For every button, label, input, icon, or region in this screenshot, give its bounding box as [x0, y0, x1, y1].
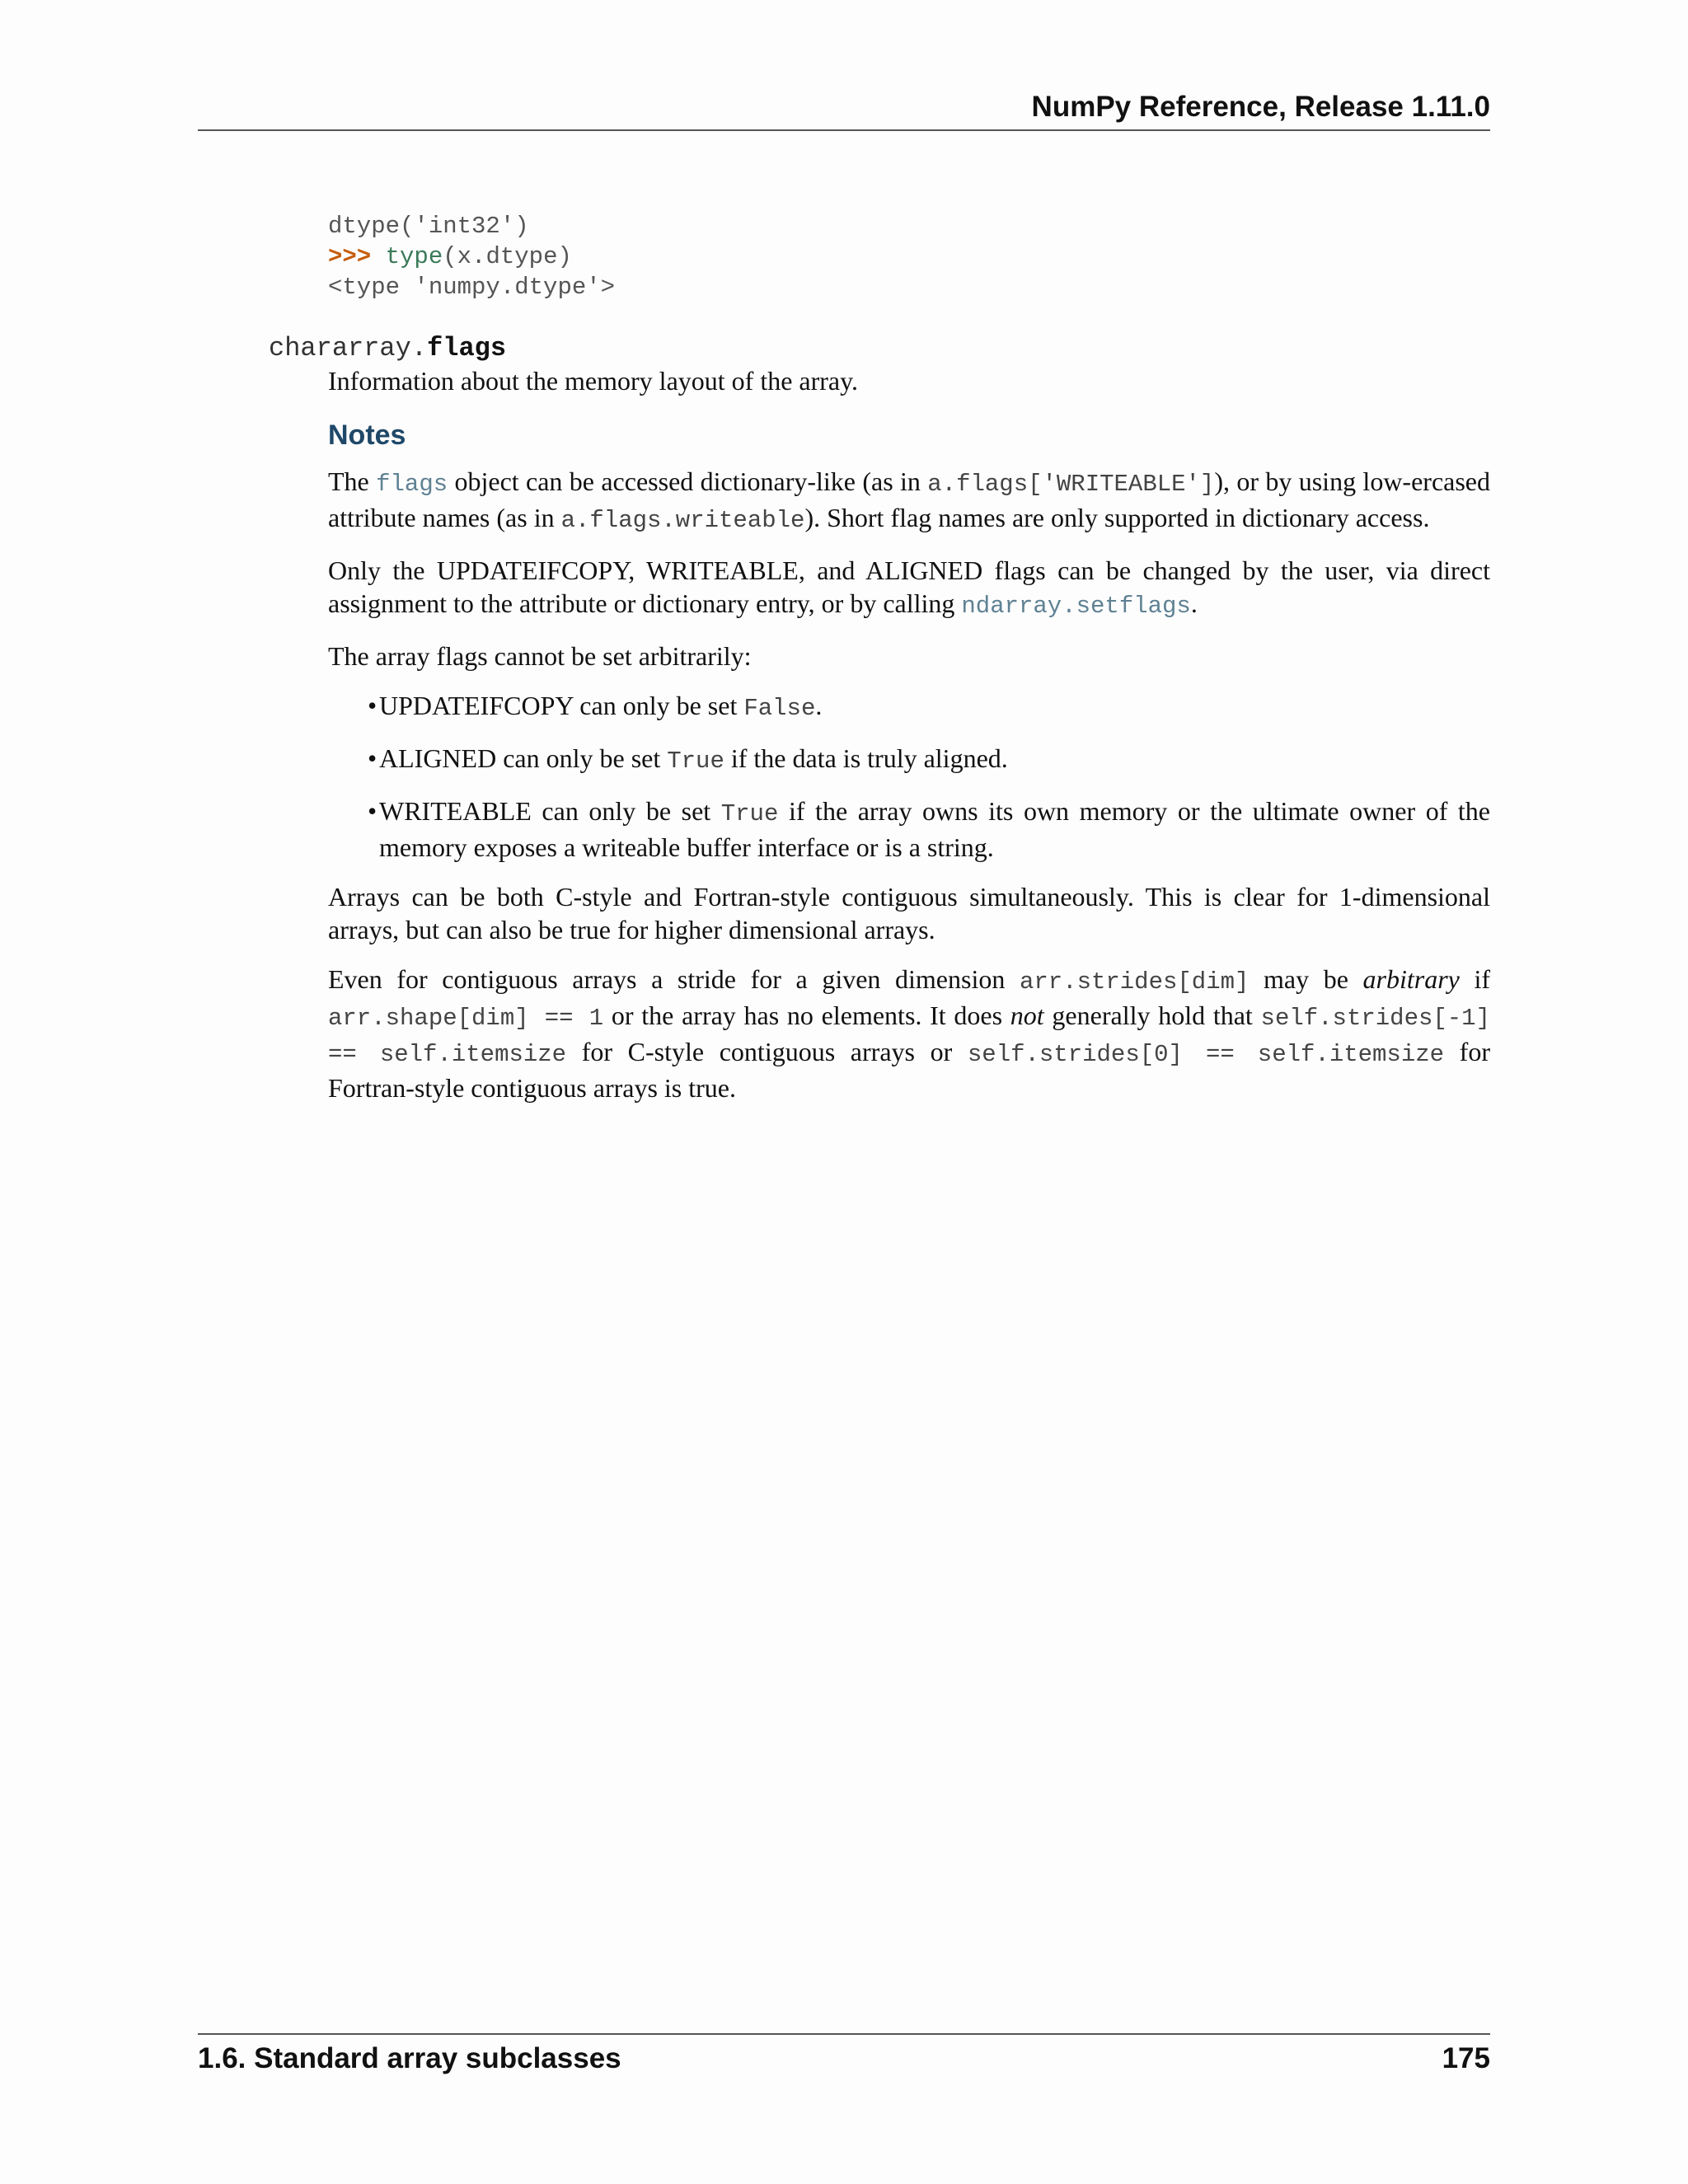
- list-item-text: [379, 689, 1490, 725]
- notes-heading: Notes: [328, 419, 406, 451]
- header-rule: [198, 129, 1490, 131]
- code-builtin: type: [385, 243, 443, 270]
- inline-code: a.flags.writeable: [560, 507, 805, 534]
- code-input-line: [328, 241, 615, 272]
- text-run: ), or by using low-ercased attribute names (as in: [328, 466, 1491, 532]
- attribute-name: flags: [427, 333, 507, 363]
- inline-code: False: [743, 695, 816, 722]
- text-run: if the data is truly aligned.: [724, 743, 1008, 773]
- text-run: generally hold that: [1043, 1001, 1261, 1030]
- text-run: for Fortran-style contiguous arrays is true.: [328, 1037, 1490, 1103]
- attribute-body: [328, 364, 1490, 1121]
- text-run: may be: [1249, 964, 1363, 994]
- emphasis: arbitrary: [1362, 964, 1460, 994]
- code-args: (x.dtype): [443, 243, 572, 270]
- inline-code: self.strides[-1] == self.itemsize: [328, 1005, 1490, 1068]
- inline-code: True: [667, 748, 724, 775]
- text-run: ). Short flag names are only supported in dictionary access.: [804, 503, 1430, 532]
- notes-paragraph: [328, 963, 1490, 1104]
- list-item-text: [379, 794, 1490, 864]
- text-run: Even for contiguous arrays a stride for a given dimension: [328, 964, 1020, 994]
- code-output-line: dtype('int32'): [328, 213, 529, 240]
- attribute-signature: [269, 333, 506, 363]
- list-item: [368, 794, 1490, 864]
- code-example: [328, 211, 615, 302]
- code-prompt: >>>: [328, 243, 372, 270]
- bullet-icon: •: [368, 691, 377, 720]
- text-run: WRITEABLE can only be set: [379, 796, 721, 826]
- inline-code: arr.strides[dim]: [1019, 968, 1250, 996]
- notes-paragraph: Arrays can be both C-style and Fortran-style contiguous simultaneously. This is clear for 1-dimensional arrays, but can also be true for higher dimensional arrays.: [328, 882, 1490, 944]
- code-output-line: <type 'numpy.dtype'>: [328, 274, 616, 301]
- inline-code: a.flags['WRITEABLE']: [927, 471, 1215, 498]
- text-run: The: [328, 466, 377, 496]
- text-run: .: [1190, 588, 1198, 618]
- text-run: if the array owns its own memory or the ultimate owner of the memory exposes a writeable buffer interface or is a string.: [379, 796, 1491, 862]
- notes-paragraph: [328, 554, 1490, 623]
- list-item-text: [379, 742, 1490, 778]
- running-header: NumPy Reference, Release 1.11.0: [1031, 91, 1490, 123]
- text-run: object can be accessed dictionary-like (as in: [448, 466, 928, 496]
- text-run: for C-style contiguous arrays or: [566, 1037, 968, 1066]
- text-run: UPDATEIFCOPY can only be set: [379, 691, 744, 720]
- text-run: .: [815, 691, 823, 720]
- bullet-icon: •: [368, 743, 377, 773]
- list-item: [368, 742, 1490, 778]
- list-item: [368, 689, 1490, 725]
- inline-code: arr.shape[dim] == 1: [328, 1005, 604, 1032]
- notes-paragraph: The array flags cannot be set arbitrarily:: [328, 641, 752, 671]
- inline-code: True: [720, 800, 779, 827]
- attribute-description: Information about the memory layout of the array.: [328, 366, 859, 396]
- footer-section-title: 1.6. Standard array subclasses: [198, 2042, 621, 2074]
- bullet-icon: •: [368, 796, 377, 826]
- emphasis: not: [1010, 1001, 1044, 1030]
- setflags-link[interactable]: ndarray.setflags: [961, 593, 1191, 620]
- text-run: or the array has no elements. It does: [603, 1001, 1010, 1030]
- flags-link[interactable]: flags: [376, 471, 448, 498]
- page-number: 175: [1442, 2042, 1490, 2074]
- attribute-prefix: chararray.: [269, 333, 428, 363]
- inline-code: self.strides[0] == self.itemsize: [967, 1041, 1445, 1068]
- notes-paragraph: [328, 465, 1490, 537]
- text-run: Only the UPDATEIFCOPY, WRITEABLE, and ALIGNED flags can be changed by the user, via direct assignment to the attribute or dictionary entry, or by calling: [328, 555, 1490, 618]
- footer-rule: [198, 2033, 1490, 2035]
- text-run: ALIGNED can only be set: [379, 743, 668, 773]
- flag-rules-list: [328, 689, 1490, 864]
- text-run: if: [1459, 964, 1491, 994]
